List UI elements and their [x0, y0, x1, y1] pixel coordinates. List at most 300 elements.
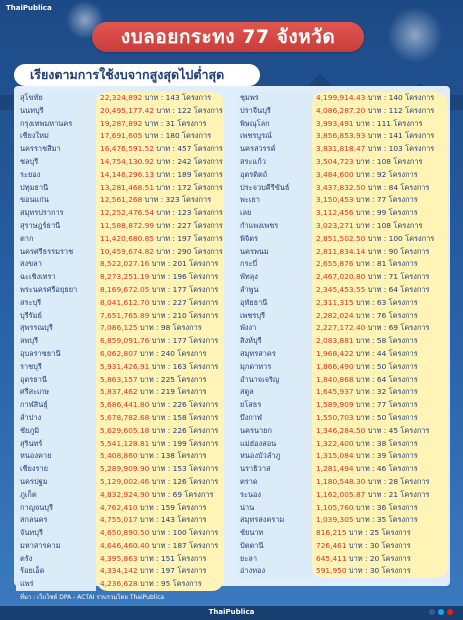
project-unit: โครงการ	[175, 348, 207, 358]
province-name: สระแก้ว	[240, 156, 266, 166]
baht-unit: บาท :	[142, 93, 166, 102]
project-count: 225	[160, 374, 175, 384]
budget-value	[312, 156, 448, 169]
project-count: 123	[177, 208, 192, 218]
budget-amount: 4,832,924.90	[100, 489, 150, 499]
project-unit: โครงการ	[402, 131, 435, 141]
project-count: 30	[369, 566, 380, 576]
baht-unit: บาท :	[137, 553, 161, 563]
budget-value	[96, 399, 224, 412]
province-name: นครราชสีมา	[20, 144, 61, 154]
province-name: อุบลราชธานี	[20, 348, 61, 358]
project-unit: โครงการ	[398, 182, 430, 192]
province-name: ประจวบคีรีขันธ์	[240, 182, 290, 192]
project-count: 187	[172, 540, 187, 550]
province-name: กาฬสินธุ์	[20, 400, 48, 410]
province-name: ระยอง	[20, 169, 41, 179]
project-count: 32	[376, 387, 387, 397]
baht-unit: บาท :	[149, 297, 173, 307]
baht-unit: บาท :	[149, 259, 173, 269]
source-note: ที่มา : เว็บไซต์ DPA - ACTAI รวบรวมโดย ThaiPublica	[20, 594, 165, 601]
project-unit: โครงการ	[386, 361, 418, 371]
budget-value	[312, 297, 448, 310]
province-name: กระบี่	[240, 259, 258, 269]
budget-amount: 4,755,017	[100, 515, 138, 525]
baht-unit: บาท :	[353, 297, 377, 307]
project-unit: โครงการ	[398, 272, 430, 282]
budget-amount: 1,589,909	[316, 400, 354, 410]
budget-amount: 2,467,020.80	[316, 272, 366, 282]
project-unit: โครงการ	[386, 438, 418, 448]
budget-value	[96, 130, 224, 143]
project-unit: โครงการ	[386, 451, 418, 461]
budget-value	[312, 438, 448, 451]
project-unit: โครงการ	[179, 93, 212, 102]
budget-value	[96, 425, 224, 438]
budget-amount: 6,859,091.76	[100, 336, 150, 346]
project-count: 197	[177, 233, 192, 243]
baht-unit: บาท :	[346, 540, 370, 550]
budget-amount: 1,866,490	[316, 361, 354, 371]
budget-value	[312, 258, 448, 271]
budget-value	[312, 284, 448, 297]
budget-amount: 3,150,453	[316, 195, 354, 205]
project-unit: โครงการ	[175, 566, 207, 576]
project-count: 159	[160, 502, 175, 512]
project-count: 50	[376, 412, 387, 422]
project-count: 30	[369, 540, 380, 550]
project-unit: โครงการ	[386, 515, 418, 525]
province-name: ตาก	[20, 233, 34, 243]
baht-unit: บาท :	[149, 272, 173, 282]
project-count: 141	[388, 131, 403, 141]
budget-amount: 3,484,600	[316, 169, 354, 179]
project-count: 36	[376, 502, 387, 512]
budget-value	[312, 143, 448, 156]
baht-unit: บาท :	[365, 476, 389, 486]
project-unit: โครงการ	[191, 105, 223, 115]
baht-unit: บาท :	[154, 208, 178, 218]
province-name: สระบุรี	[20, 297, 42, 307]
budget-value	[312, 540, 448, 553]
baht-unit: บาท :	[154, 169, 178, 179]
project-count: 98	[160, 323, 171, 333]
baht-unit: บาท :	[353, 515, 377, 525]
baht-unit: บาท :	[365, 425, 389, 435]
province-name: หนองคาย	[20, 451, 52, 461]
province-name: ร้อยเอ็ด	[20, 566, 45, 576]
baht-unit: บาท :	[142, 118, 166, 128]
budget-amount: 8,522,027.16	[100, 259, 150, 269]
budget-value	[96, 220, 224, 233]
budget-value	[312, 220, 448, 233]
baht-unit: บาท :	[154, 246, 178, 256]
budget-value	[96, 284, 224, 297]
province-name: ชัยนาท	[240, 528, 264, 538]
project-count: 122	[177, 105, 192, 115]
project-unit: โครงการ	[175, 553, 207, 563]
baht-unit: บาท :	[365, 131, 389, 141]
budget-value	[96, 514, 224, 527]
baht-unit: บาท :	[365, 182, 389, 192]
baht-unit: บาท :	[137, 579, 161, 589]
budget-value	[312, 322, 448, 335]
baht-unit: บาท :	[149, 310, 173, 320]
project-count: 20	[369, 553, 380, 563]
province-name: ราชบุรี	[20, 361, 42, 371]
budget-amount: 645,411	[316, 553, 347, 563]
facebook-icon[interactable]	[429, 609, 435, 615]
project-count: 99	[376, 208, 387, 218]
baht-unit: บาท :	[154, 220, 178, 230]
budget-amount: 22,324,892	[100, 93, 143, 102]
baht-unit: บาท :	[365, 323, 389, 333]
project-unit: โครงการ	[191, 169, 223, 179]
budget-amount: 2,811,834.14	[316, 246, 366, 256]
province-name: จันทบุรี	[20, 528, 43, 538]
budget-value	[312, 412, 448, 425]
province-name: พิจิตร	[240, 233, 258, 243]
baht-unit: บาท :	[353, 156, 377, 166]
budget-amount: 816,215	[316, 528, 347, 538]
project-count: 290	[177, 246, 192, 256]
budget-value	[312, 374, 448, 387]
baht-unit: บาท :	[353, 118, 377, 128]
project-unit: โครงการ	[386, 387, 418, 397]
budget-value	[312, 386, 448, 399]
budget-value	[96, 143, 224, 156]
province-name: สมุทรสงคราม	[240, 515, 285, 525]
right-name-column	[236, 92, 312, 578]
project-count: 177	[172, 336, 187, 346]
project-count: 140	[388, 93, 403, 102]
province-name: สตูล	[240, 387, 254, 397]
left-name-column	[16, 92, 96, 591]
baht-unit: บาท :	[137, 374, 161, 384]
budget-amount: 2,282,024	[316, 310, 354, 320]
project-unit: โครงการ	[386, 412, 418, 422]
budget-value	[96, 578, 224, 591]
budget-value	[312, 246, 448, 259]
budget-amount: 2,345,453.55	[316, 284, 366, 294]
province-name: ลำปาง	[20, 412, 42, 422]
province-name: ลพบุรี	[20, 336, 39, 346]
project-count: 227	[177, 220, 192, 230]
project-count: 77	[376, 195, 387, 205]
province-name: อำนาจเจริญ	[240, 374, 280, 384]
project-unit: โครงการ	[186, 476, 219, 486]
province-name: นครศรีธรรมราช	[20, 246, 74, 256]
project-unit: โครงการ	[186, 528, 219, 538]
project-unit: โครงการ	[186, 361, 219, 371]
budget-value	[312, 450, 448, 463]
budget-value	[312, 502, 448, 515]
baht-unit: บาท :	[149, 464, 173, 474]
province-name: มุกดาหาร	[240, 361, 272, 371]
project-count: 46	[376, 464, 387, 474]
project-count: 84	[388, 182, 399, 192]
project-count: 44	[376, 348, 387, 358]
province-name: นครปฐม	[20, 476, 48, 486]
project-count: 199	[172, 438, 187, 448]
right-value-column	[312, 92, 448, 578]
project-unit: โครงการ	[386, 297, 418, 307]
budget-amount: 5,837,462	[100, 387, 138, 397]
project-count: 21	[388, 489, 399, 499]
budget-value	[96, 246, 224, 259]
project-count: 69	[172, 489, 183, 499]
province-name: สุพรรณบุรี	[20, 323, 53, 333]
baht-unit: บาท :	[137, 566, 161, 576]
budget-amount: 11,588,872.99	[100, 220, 155, 230]
budget-amount: 2,227,172.40	[316, 323, 366, 333]
baht-unit: บาท :	[365, 246, 389, 256]
project-count: 39	[376, 451, 387, 461]
budget-value	[312, 194, 448, 207]
project-unit: โครงการ	[379, 528, 411, 538]
project-count: 28	[388, 476, 399, 486]
baht-unit: บาท :	[353, 400, 377, 410]
project-unit: โครงการ	[179, 131, 212, 141]
project-count: 323	[165, 195, 180, 205]
baht-unit: บาท :	[149, 438, 173, 448]
budget-amount: 11,420,680.85	[100, 233, 155, 243]
baht-unit: บาท :	[353, 412, 377, 422]
project-count: 81	[376, 259, 387, 269]
baht-unit: บาท :	[137, 451, 161, 461]
project-count: 196	[172, 272, 187, 282]
province-name: นครสวรรค์	[240, 144, 276, 154]
budget-value	[96, 207, 224, 220]
project-unit: โครงการ	[398, 246, 430, 256]
province-name: ปทุมธานี	[20, 182, 49, 192]
twitter-icon[interactable]	[438, 609, 444, 615]
project-unit: โครงการ	[186, 400, 219, 410]
budget-amount: 1,039,305	[316, 515, 354, 525]
project-unit: โครงการ	[386, 336, 418, 346]
province-name: แพร่	[20, 579, 34, 589]
project-unit: โครงการ	[186, 464, 219, 474]
province-name: พัทลุง	[240, 272, 258, 282]
budget-amount: 3,023,271	[316, 220, 354, 230]
budget-amount: 16,476,591.52	[100, 144, 155, 154]
project-unit: โครงการ	[379, 553, 411, 563]
budget-value	[96, 374, 224, 387]
budget-amount: 4,334,142	[100, 566, 138, 576]
budget-amount: 5,541,128.81	[100, 438, 150, 448]
project-count: 158	[172, 412, 187, 422]
budget-value	[96, 297, 224, 310]
province-name: กาญจนบุรี	[20, 502, 53, 512]
project-unit: โครงการ	[402, 144, 435, 154]
province-name: ตราด	[240, 476, 258, 486]
province-name: ชุมพร	[240, 93, 259, 102]
social-icons	[429, 609, 453, 615]
baht-unit: บาท :	[353, 348, 377, 358]
budget-value	[96, 450, 224, 463]
budget-amount: 1,840,868	[316, 374, 354, 384]
budget-value	[96, 271, 224, 284]
project-unit: โครงการ	[186, 336, 219, 346]
project-count: 64	[376, 374, 387, 384]
project-unit: โครงการ	[191, 156, 223, 166]
budget-amount: 1,550,703	[316, 412, 354, 422]
project-unit: โครงการ	[186, 284, 219, 294]
province-name: เพชรบูรณ์	[240, 131, 272, 141]
province-name: สุราษฎร์ธานี	[20, 220, 61, 230]
budget-value	[96, 361, 224, 374]
budget-amount: 1,281,494	[316, 464, 354, 474]
project-count: 189	[177, 169, 192, 179]
project-unit: โครงการ	[191, 144, 223, 154]
baht-unit: บาท :	[154, 233, 178, 243]
budget-value	[312, 182, 448, 195]
project-unit: โครงการ	[191, 246, 223, 256]
province-name: ระนอง	[240, 489, 262, 499]
province-name: ชัยภูมิ	[20, 425, 40, 435]
project-count: 143	[165, 93, 180, 102]
project-count: 92	[376, 169, 387, 179]
project-unit: โครงการ	[391, 118, 423, 128]
project-unit: โครงการ	[186, 297, 219, 307]
budget-value	[96, 412, 224, 425]
budget-amount: 5,678,782.68	[100, 412, 150, 422]
budget-amount: 20,495,177.42	[100, 105, 155, 115]
project-count: 151	[160, 553, 175, 563]
project-count: 197	[160, 566, 175, 576]
budget-value	[96, 463, 224, 476]
project-count: 126	[172, 476, 187, 486]
project-count: 143	[160, 515, 175, 525]
budget-value	[96, 105, 224, 118]
budget-amount: 2,083,881	[316, 336, 354, 346]
budget-amount: 591,950	[316, 566, 347, 576]
project-count: 226	[172, 400, 187, 410]
project-unit: โครงการ	[179, 195, 212, 205]
province-name: สิงห์บุรี	[240, 336, 262, 346]
province-name: สมุทรสาคร	[240, 348, 276, 358]
province-name: อุทัยธานี	[240, 297, 268, 307]
budget-amount: 4,646,460.40	[100, 540, 150, 550]
project-count: 163	[172, 361, 187, 371]
budget-value	[312, 489, 448, 502]
province-name: ลำพูน	[240, 284, 259, 294]
project-unit: โครงการ	[386, 259, 418, 269]
province-name: ปัตตานี	[240, 540, 264, 550]
budget-amount: 1,968,422	[316, 348, 354, 358]
baht-unit: บาท :	[142, 131, 166, 141]
project-count: 25	[369, 528, 380, 538]
subtitle: เรียงตามการใช้งบจากสูงสุดไปต่ำสุด	[14, 64, 260, 86]
budget-amount: 7,086,125	[100, 323, 138, 333]
province-name: ฉะเชิงเทรา	[20, 272, 56, 282]
baht-unit: บาท :	[149, 489, 173, 499]
budget-value	[96, 182, 224, 195]
budget-amount: 1,180,548.30	[316, 476, 366, 486]
province-name: มหาสารคาม	[20, 540, 61, 550]
budget-value	[312, 169, 448, 182]
project-count: 76	[376, 310, 387, 320]
baht-unit: บาท :	[137, 502, 161, 512]
project-count: 38	[376, 438, 387, 448]
baht-unit: บาท :	[353, 195, 377, 205]
province-name: ยะลา	[240, 553, 257, 563]
project-unit: โครงการ	[398, 284, 430, 294]
project-count: 58	[376, 336, 387, 346]
baht-unit: บาท :	[365, 144, 389, 154]
budget-amount: 726,461	[316, 540, 347, 550]
project-unit: โครงการ	[186, 259, 219, 269]
budget-amount: 5,629,605.18	[100, 425, 150, 435]
budget-value	[312, 361, 448, 374]
baht-unit: บาท :	[346, 528, 370, 538]
baht-unit: บาท :	[142, 195, 166, 205]
province-name: เชียงราย	[20, 464, 48, 474]
province-name: นราธิวาส	[240, 464, 271, 474]
budget-value	[312, 92, 448, 105]
budget-value	[312, 527, 448, 540]
province-name: สกลนคร	[20, 515, 48, 525]
province-name: นนทบุรี	[20, 105, 44, 115]
budget-amount: 12,561,268	[100, 195, 143, 205]
budget-amount: 5,931,426.91	[100, 361, 150, 371]
project-unit: โครงการ	[398, 323, 430, 333]
project-count: 226	[172, 425, 187, 435]
budget-amount: 1,162,005.87	[316, 489, 366, 499]
brand-logo: ThaiPublica	[6, 4, 52, 12]
baht-unit: บาท :	[149, 284, 173, 294]
budget-amount: 1,645,937	[316, 387, 354, 397]
baht-unit: บาท :	[353, 438, 377, 448]
project-count: 63	[376, 297, 387, 307]
project-unit: โครงการ	[186, 540, 219, 550]
project-count: 219	[160, 387, 175, 397]
budget-amount: 6,062,807	[100, 348, 138, 358]
province-name: นครนายก	[240, 425, 272, 435]
budget-value	[96, 438, 224, 451]
project-unit: โครงการ	[398, 425, 430, 435]
baht-unit: บาท :	[353, 387, 377, 397]
baht-unit: บาท :	[365, 93, 389, 102]
baht-unit: บาท :	[353, 220, 377, 230]
budget-value	[312, 348, 448, 361]
province-name: นครพนม	[240, 246, 269, 256]
budget-amount: 12,252,476.54	[100, 208, 155, 218]
budget-amount: 5,289,909.90	[100, 464, 150, 474]
province-name: บุรีรัมย์	[20, 310, 42, 320]
baht-unit: บาท :	[346, 553, 370, 563]
budget-amount: 14,146,296.13	[100, 169, 155, 179]
project-count: 31	[165, 118, 175, 128]
project-count: 172	[177, 182, 192, 192]
budget-value	[312, 476, 448, 489]
province-name: อุดรธานี	[20, 374, 47, 384]
project-unit: โครงการ	[186, 272, 219, 282]
baht-unit: บาท :	[365, 284, 389, 294]
project-count: 71	[388, 272, 399, 282]
project-count: 111	[376, 118, 391, 128]
budget-value	[312, 118, 448, 131]
project-unit: โครงการ	[186, 310, 219, 320]
firework-right	[380, 5, 450, 65]
province-name: ศรีสะเกษ	[20, 387, 50, 397]
budget-amount: 3,437,832.50	[316, 182, 366, 192]
project-count: 227	[172, 297, 187, 307]
project-count: 112	[388, 105, 403, 115]
youtube-icon[interactable]	[447, 609, 453, 615]
project-count: 201	[172, 259, 187, 269]
budget-value	[96, 233, 224, 246]
